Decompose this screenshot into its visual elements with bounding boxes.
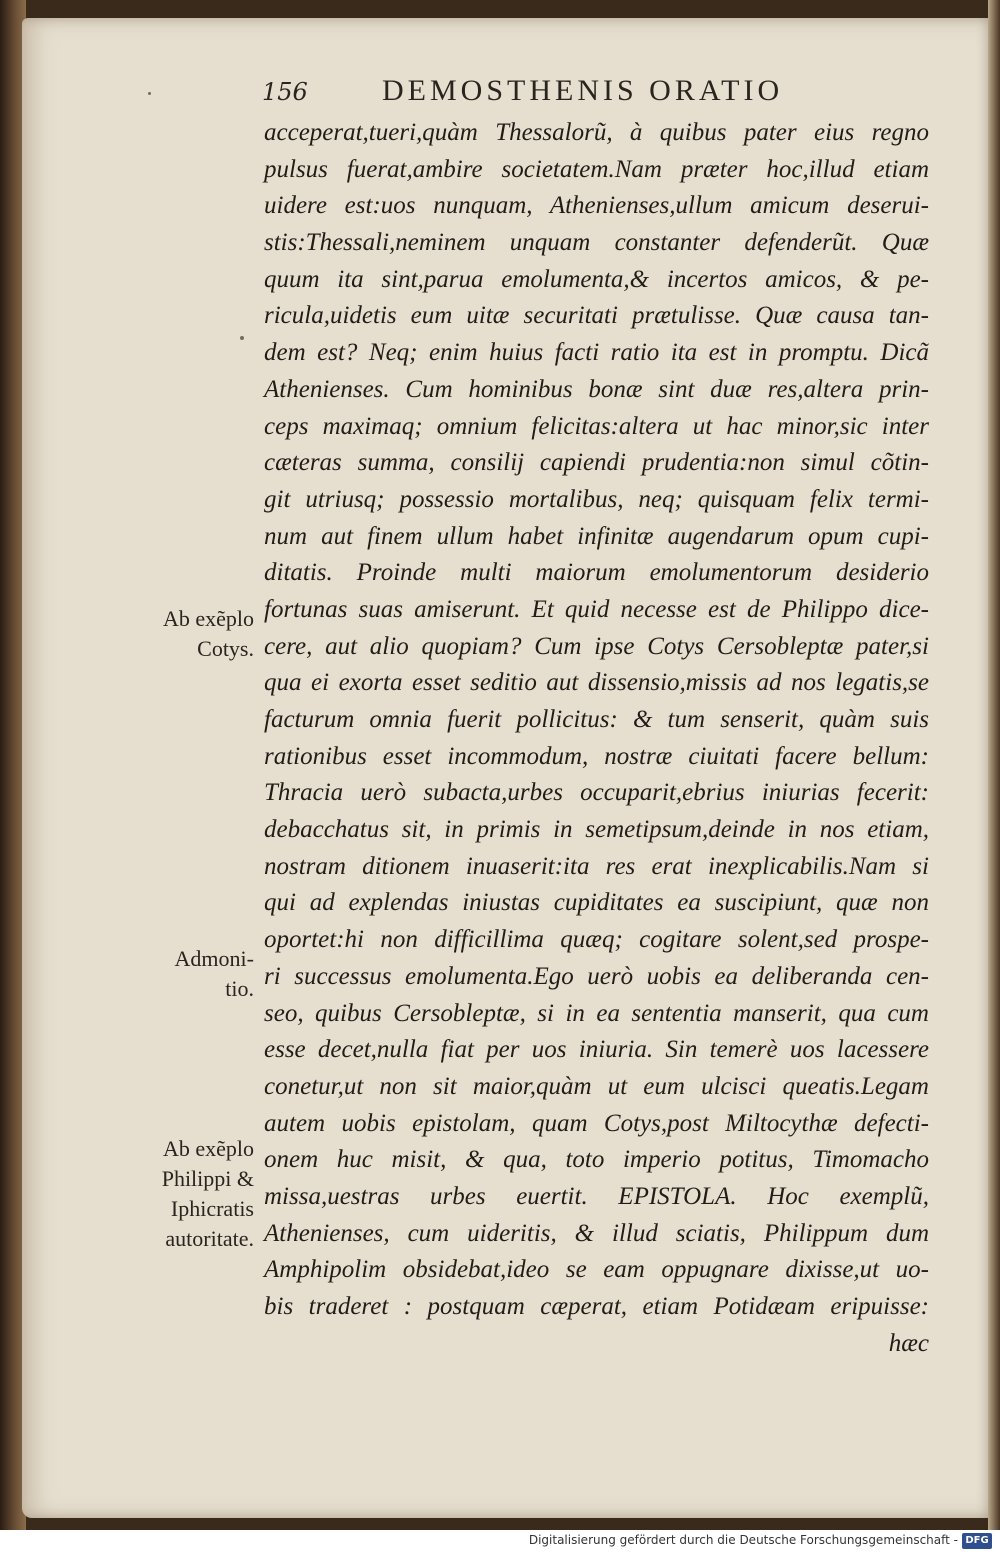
text-line: ceps maximaq; omnium felicitas:altera ut hac minor,sic inter [264,412,929,440]
text-line: oportet:hi non difficillima quæq; cogitare solent,sed prospe- [264,926,929,954]
margin-note-cotys [126,604,254,664]
ink-speck [148,92,151,95]
text-line: missa,uestras urbes euertit. EPISTOLA. Hoc exemplũ, [264,1182,929,1210]
page-edge [988,0,1000,1530]
text-line: onem huc misit, & qua, toto imperio potitus, Timomacho [264,1146,929,1174]
margin-note-line: Philippi & [161,1166,254,1191]
margin-note-line: Admoni- [174,946,254,971]
text-line: num aut finem ullum habet infinitæ augendarum opum cupi- [264,522,929,550]
running-title: DEMOSTHENIS ORATIO [382,74,784,107]
page-header [262,74,822,118]
text-line: esse decet,nulla fiat per uos iniuria. Sin temerè uos lacessere [264,1036,929,1064]
dfg-logo[interactable]: DFG [962,1533,992,1549]
text-line: quum ita sint,parua emolumenta,& incertos amicos, & pe- [264,265,929,293]
text-line: facturum omnia fuerit pollicitus: & tum senserit, quàm suis [264,706,929,733]
text-line: stis:Thessali,neminem unquam constanter defenderũt. Quæ [264,229,929,257]
text-line: git utriusq; possessio mortalibus, neq; quisquam felix termi- [264,485,929,513]
catchword: hæc [888,1329,929,1357]
text-line: fortunas suas amiserunt. Et quid necesse est de Philippo dice- [264,595,929,623]
text-line: autem uobis epistolam, quam Cotys,post Miltocythæ defecti- [264,1109,929,1137]
footer-bar [0,1530,1000,1554]
body-text [264,115,929,1362]
text-line: acceperat,tueri,quàm Thessalorũ, à quibus pater eius regno [264,119,929,146]
page-number: 156 [262,78,308,106]
text-line: nostram ditionem inuaserit:ita res erat inexplicabilis.Nam si [264,852,929,880]
text-line: rationibus esset incommodum, nostræ ciuitati facere bellum: [264,742,929,770]
text-line: bis traderet : postquam cæperat, etiam Potidæam eripuisse: [264,1293,929,1320]
text-line: cæteras summa, consilij capiendi prudentia:non simul cõtin- [264,449,929,477]
text-line: ricula,uidetis eum uitæ securitati prætulisse. Quæ causa tan- [264,302,929,330]
text-line: ditatis. Proinde multi maiorum emolumentorum desiderio [264,559,929,587]
text-line: Athenienses. Cum hominibus bonæ sint duæ res,altera prin- [264,375,929,403]
margin-note-line: tio. [225,976,254,1001]
text-line: Athenienses, cum uideritis, & illud sciatis, Philippum dum [264,1219,929,1247]
margin-note-line: autoritate. [165,1226,254,1251]
funding-credit: Digitalisierung gefördert durch die Deutsche Forschungsgemeinschaft - [528,1533,958,1547]
margin-note-line: Cotys. [197,636,254,661]
text-line: debacchatus sit, in primis in semetipsum,deinde in nos etiam, [264,816,929,844]
text-line: pulsus fuerat,ambire societatem.Nam præter hoc,illud etiam [264,155,929,183]
text-line: Amphipolim obsidebat,ideo se eam oppugnare dixisse,ut uo- [264,1256,929,1284]
text-line: conetur,ut non sit maior,quàm ut eum ulcisci queatis.Legam [264,1072,929,1100]
text-line: Thracia uerò subacta,urbes occuparit,ebrius iniurias fecerit: [264,779,929,807]
margin-note-line: Ab exẽplo [162,606,254,631]
margin-note-philippi [126,1134,254,1254]
text-line: uidere est:uos nunquam, Athenienses,ullum amicum deserui- [264,192,929,220]
text-line: ri successus emolumenta.Ego uerò uobis ea deliberanda cen- [264,962,929,990]
margin-note-line: Iphicratis [170,1196,254,1221]
text-line: qui ad explendas iniustas cupiditates ea suscipiunt, quæ non [264,889,929,917]
margin-note-admonitio [126,944,254,1004]
text-line: seo, quibus Cersobleptæ, si in ea sententia manserit, qua cum [264,999,929,1027]
ink-speck [240,336,244,340]
margin-note-line: Ab exẽplo [162,1136,254,1161]
text-line: cere, aut alio quopiam? Cum ipse Cotys Cersobleptæ pater,si [264,632,929,660]
text-line: qua ei exorta esset seditio aut dissensio,missis ad nos legatis,se [264,669,929,697]
text-line: dem est? Neq; enim huius facti ratio ita est in promptu. Dicã [264,339,929,367]
